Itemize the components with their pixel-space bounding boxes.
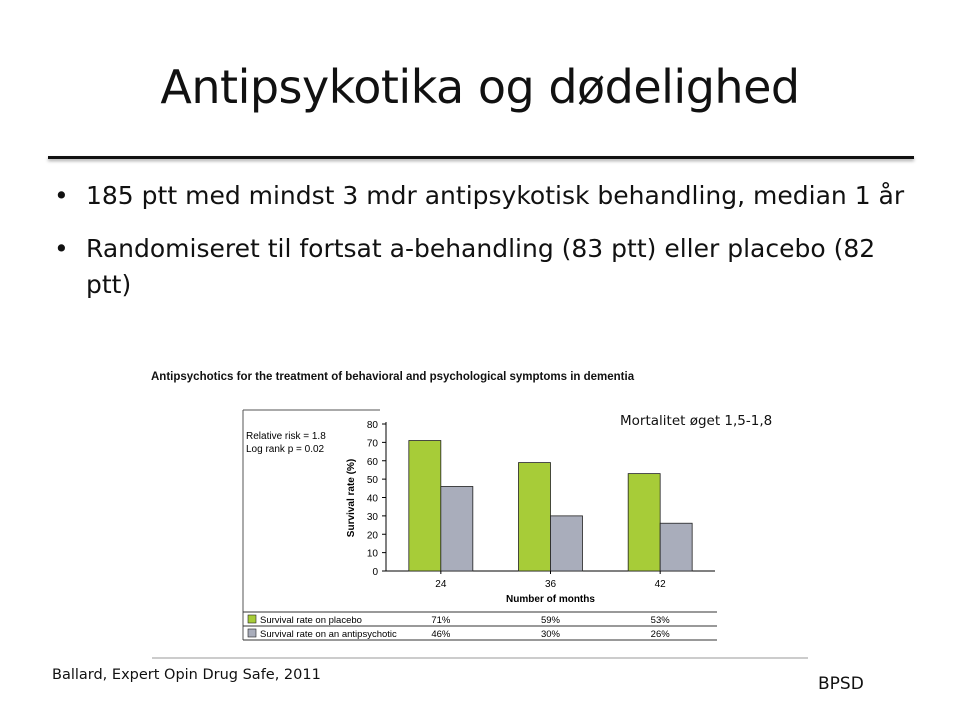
chart-title: Antipsychotics for the treatment of behavioral and psychological symptoms in dementia — [151, 371, 635, 383]
table-cell-value: 59% — [540, 615, 561, 626]
table-cell-value: 30% — [540, 629, 561, 640]
bar-placebo — [409, 441, 441, 571]
y-tick-label: 30 — [366, 511, 378, 523]
bar-placebo — [519, 463, 551, 571]
bar-placebo — [628, 474, 660, 571]
bullet-text: 185 ptt med mindst 3 mdr antipsykotisk behandling, median 1 år — [86, 181, 905, 210]
bullet-dot: • — [54, 234, 69, 263]
stat-text: Relative risk = 1.8 — [246, 431, 326, 442]
bar-antipsychotic — [441, 486, 473, 571]
x-tick-label: 42 — [654, 579, 666, 590]
x-tick-label: 36 — [544, 579, 557, 590]
table-cell-value: 53% — [650, 615, 670, 626]
legend-swatch-placebo — [248, 615, 256, 623]
footer-tag: BPSD — [818, 674, 864, 694]
y-tick-label: 70 — [366, 438, 378, 450]
legend-swatch-antipsychotic — [248, 629, 256, 637]
legend-label: Survival rate on placebo — [260, 615, 362, 626]
table-cell-value: 26% — [650, 629, 670, 640]
y-tick-label: 60 — [366, 456, 378, 468]
slide-title: Antipsykotika og dødelighed — [160, 60, 800, 114]
y-axis-label: Survival rate (%) — [346, 458, 357, 538]
table-cell-value: 71% — [431, 615, 451, 626]
y-tick-label: 0 — [372, 567, 378, 578]
y-tick-label: 10 — [366, 548, 378, 560]
bullet-text: Randomiseret til fortsat a-behandling (83 ptt) eller placebo (82 ptt) — [86, 234, 876, 299]
y-tick-label: 40 — [366, 493, 378, 505]
y-tick-label: 80 — [366, 420, 378, 431]
legend-label: Survival rate on an antipsychotic — [260, 629, 397, 640]
bullet-dot: • — [54, 181, 69, 210]
stat-text: Log rank p = 0.02 — [246, 444, 325, 455]
y-tick-label: 50 — [366, 475, 378, 487]
bar-antipsychotic — [660, 523, 692, 571]
x-axis-label: Number of months — [506, 594, 595, 605]
mortality-annotation: Mortalitet øget 1,5-1,8 — [620, 413, 773, 429]
footer-citation: Ballard, Expert Opin Drug Safe, 2011 — [52, 667, 321, 683]
bar-antipsychotic — [551, 516, 583, 571]
y-tick-label: 20 — [366, 530, 378, 542]
table-cell-value: 46% — [431, 629, 451, 640]
x-tick-label: 24 — [435, 579, 447, 590]
